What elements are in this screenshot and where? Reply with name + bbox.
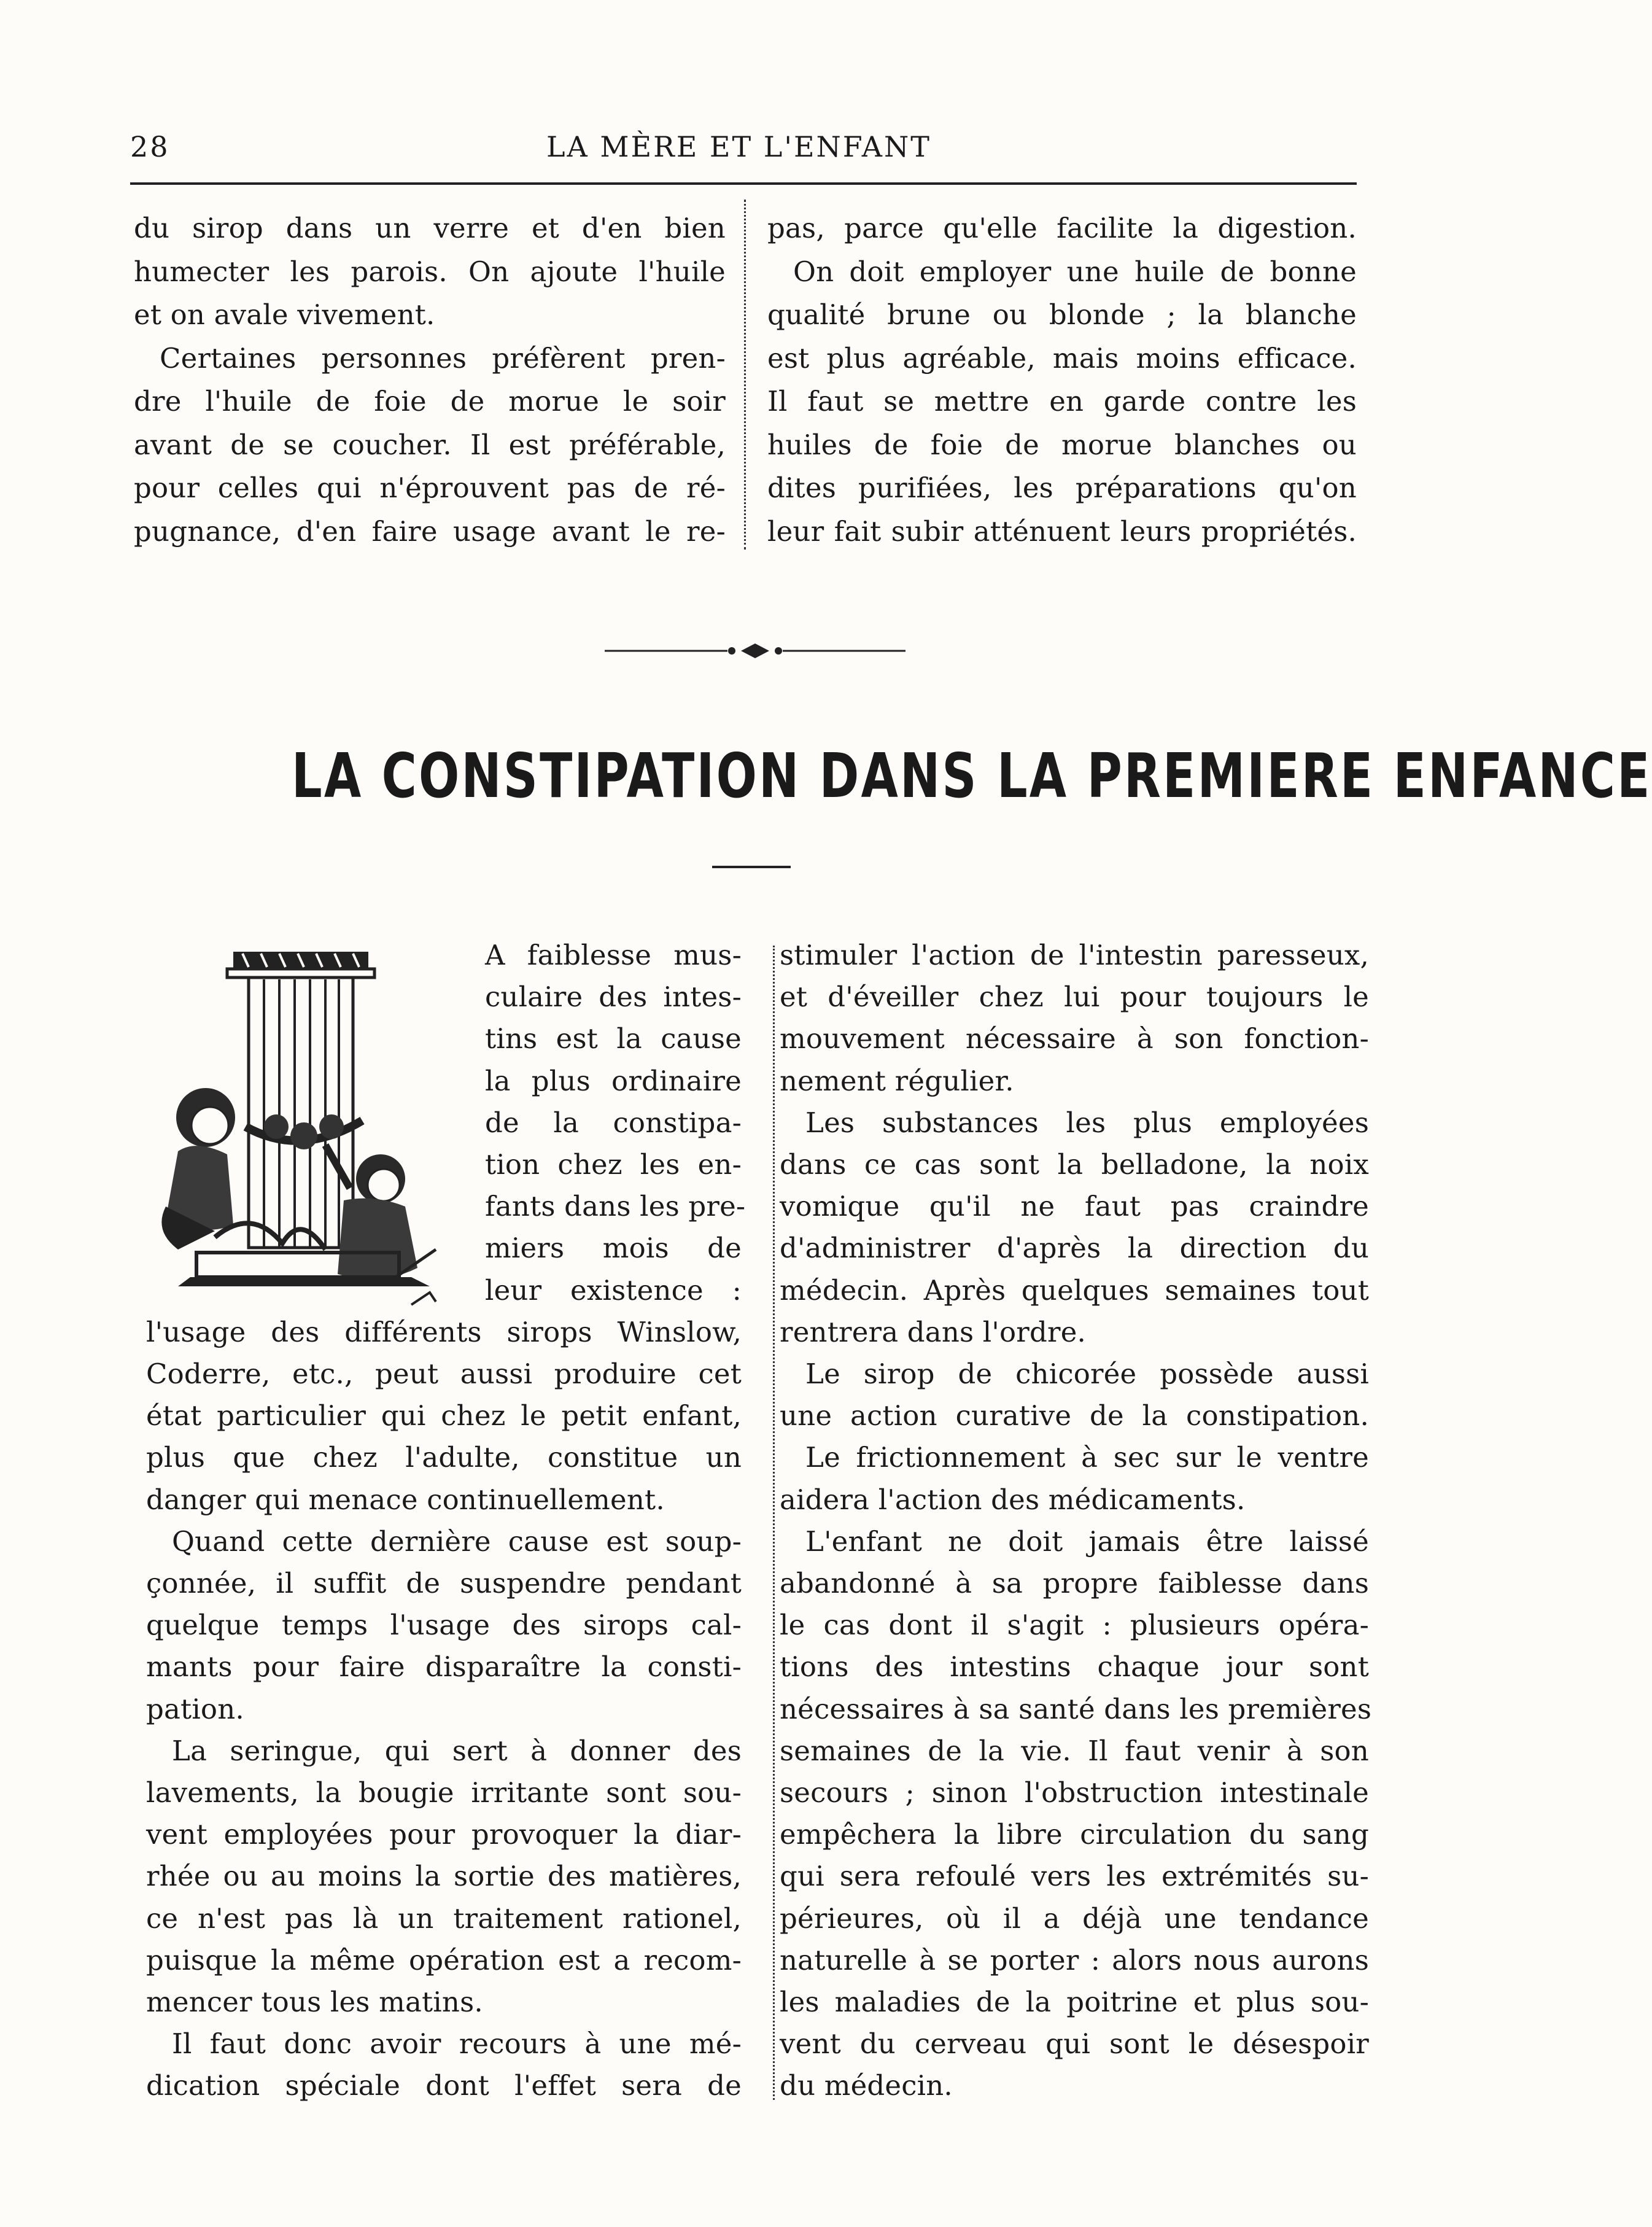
article-right-line: du médecin. <box>780 2069 953 2102</box>
article-left-line: rhée ou au moins la sortie des matières, <box>146 1860 742 1893</box>
article-right-line: vomique qu'il ne faut pas craindre <box>780 1190 1369 1223</box>
article-left-line: çonnée, il suffit de suspendre pendant <box>146 1567 742 1599</box>
article-left-line: plus que chez l'adulte, constitue un <box>146 1441 742 1474</box>
top-left-line: avant de se coucher. Il est préférable, <box>134 428 726 461</box>
top-left-line: humecter les parois. On ajoute l'huile <box>134 255 726 288</box>
article-left-line: danger qui menace continuellement. <box>146 1483 665 1516</box>
article-left-line: La seringue, qui sert à donner des <box>172 1734 742 1767</box>
top-left-line: dre l'huile de foie de morue le soir <box>134 385 726 418</box>
top-right-line: pas, parce qu'elle facilite la digestion. <box>767 212 1357 244</box>
article-right-line: qui sera refoulé vers les extrémités su- <box>780 1860 1369 1893</box>
article-left-line: miers mois de <box>485 1232 742 1265</box>
article-right-line: abandonné à sa propre faiblesse dans <box>780 1567 1369 1599</box>
article-right-line: secours ; sinon l'obstruction intestinale <box>780 1776 1369 1809</box>
article-left-line: leur existence : <box>485 1273 742 1307</box>
article-left-line: état particulier qui chez le petit enfant, <box>146 1399 742 1432</box>
article-left-line: dication spéciale dont l'effet sera de <box>146 2069 742 2102</box>
title-rule <box>712 866 791 868</box>
article-left-line: ce n'est pas là un traitement rationel, <box>146 1902 742 1935</box>
article-right-line: le cas dont il s'agit : plusieurs opéra- <box>780 1609 1369 1642</box>
top-right-line: huiles de foie de morue blanches ou <box>767 428 1357 461</box>
article-right-line: Le sirop de chicorée possède aussi <box>805 1358 1369 1390</box>
article-left-line: mencer tous les matins. <box>146 1986 483 2018</box>
article-left-line: tins est la cause <box>485 1022 742 1055</box>
top-left-line: et on avale vivement. <box>134 298 435 331</box>
top-right-line: qualité brune ou blonde ; la blanche <box>767 298 1357 331</box>
article-left-line: mants pour faire disparaître la consti- <box>146 1650 742 1684</box>
top-left-line: pour celles qui n'éprouvent pas de ré- <box>134 472 726 504</box>
article-right-line: tions des intestins chaque jour sont <box>780 1650 1369 1684</box>
article-right-line: aidera l'action des médicaments. <box>780 1483 1246 1516</box>
top-right-line: On doit employer une huile de bonne <box>793 255 1357 288</box>
top-left-line: du sirop dans un verre et d'en bien <box>134 212 726 244</box>
article-right-line: dans ce cas sont la belladone, la noix <box>780 1148 1369 1181</box>
article-left-line: fants dans les pre- <box>485 1190 746 1223</box>
article-left-line: vent employées pour provoquer la diar- <box>146 1818 742 1851</box>
top-right-line: leur fait subir atténuent leurs propriétés. <box>767 515 1357 548</box>
article-right-line: semaines de la vie. Il faut venir à son <box>780 1734 1369 1767</box>
article-left-line: Quand cette dernière cause est soup- <box>172 1525 742 1558</box>
top-right-line: Il faut se mettre en garde contre les <box>767 385 1357 418</box>
article-left-line: pation. <box>146 1692 244 1725</box>
article-column-divider <box>773 946 775 2100</box>
article-right-line: Les substances les plus employées <box>805 1106 1369 1139</box>
article-right-line: mouvement nécessaire à son fonction- <box>780 1022 1369 1055</box>
article-right-line: nécessaires à sa santé dans les premières <box>780 1692 1372 1725</box>
top-left-line: pugnance, d'en faire usage avant le re- <box>134 515 726 548</box>
top-right-line: dites purifiées, les préparations qu'on <box>767 472 1357 504</box>
article-left-line: culaire des intes- <box>485 981 742 1014</box>
article-left-line: lavements, la bougie irritante sont sou- <box>146 1776 742 1809</box>
page-number: 28 <box>130 130 170 163</box>
article-right-line: rentrera dans l'ordre. <box>780 1315 1087 1348</box>
ornament-separator <box>605 639 905 663</box>
article-right-line: d'administrer d'après la direction du <box>780 1232 1369 1265</box>
top-column-divider <box>744 200 746 550</box>
article-right-line: les maladies de la poitrine et plus sou- <box>780 1986 1369 2018</box>
article-left-line: la plus ordinaire <box>485 1064 742 1097</box>
article-right-line: et d'éveiller chez lui pour toujours le <box>780 981 1369 1014</box>
article-right-line: L'enfant ne doit jamais être laissé <box>805 1525 1369 1558</box>
article-left-line: de la constipa- <box>485 1106 742 1139</box>
article-right-line: stimuler l'action de l'intestin paresseux, <box>780 939 1369 971</box>
article-left-line: tion chez les en- <box>485 1148 742 1181</box>
column-cherubs-illustration <box>141 942 467 1329</box>
article-right-line: périeures, où il a déjà une tendance <box>780 1902 1369 1935</box>
article-right-line: naturelle à se porter : alors nous aurons <box>780 1943 1369 1976</box>
article-right-line: nement régulier. <box>780 1064 1014 1097</box>
top-left-line: Certaines personnes préfèrent pren- <box>160 341 726 375</box>
top-right-line: est plus agréable, mais moins efficace. <box>767 341 1357 375</box>
article-right-line: médecin. Après quelques semaines tout <box>780 1273 1369 1307</box>
article-right-line: empêchera la libre circulation du sang <box>780 1818 1369 1851</box>
article-left-line: l'usage des différents sirops Winslow, <box>146 1315 742 1348</box>
article-left-line: Il faut donc avoir recours à une mé- <box>172 2027 742 2061</box>
article-left-line: quelque temps l'usage des sirops cal- <box>146 1609 742 1642</box>
article-right-line: vent du cerveau qui sont le désespoir <box>780 2027 1369 2061</box>
header-rule <box>130 182 1357 185</box>
running-title: LA MÈRE ET L'ENFANT <box>546 130 931 163</box>
article-right-line: une action curative de la constipation. <box>780 1399 1369 1432</box>
article-left-line: Coderre, etc., peut aussi produire cet <box>146 1358 742 1390</box>
article-left-line: puisque la même opération est a recom- <box>146 1943 742 1976</box>
article-right-line: Le frictionnement à sec sur le ventre <box>805 1441 1369 1474</box>
article-title: LA CONSTIPATION DANS LA PREMIERE ENFANCE <box>292 740 1652 812</box>
article-left-line: A faiblesse mus- <box>485 939 742 971</box>
